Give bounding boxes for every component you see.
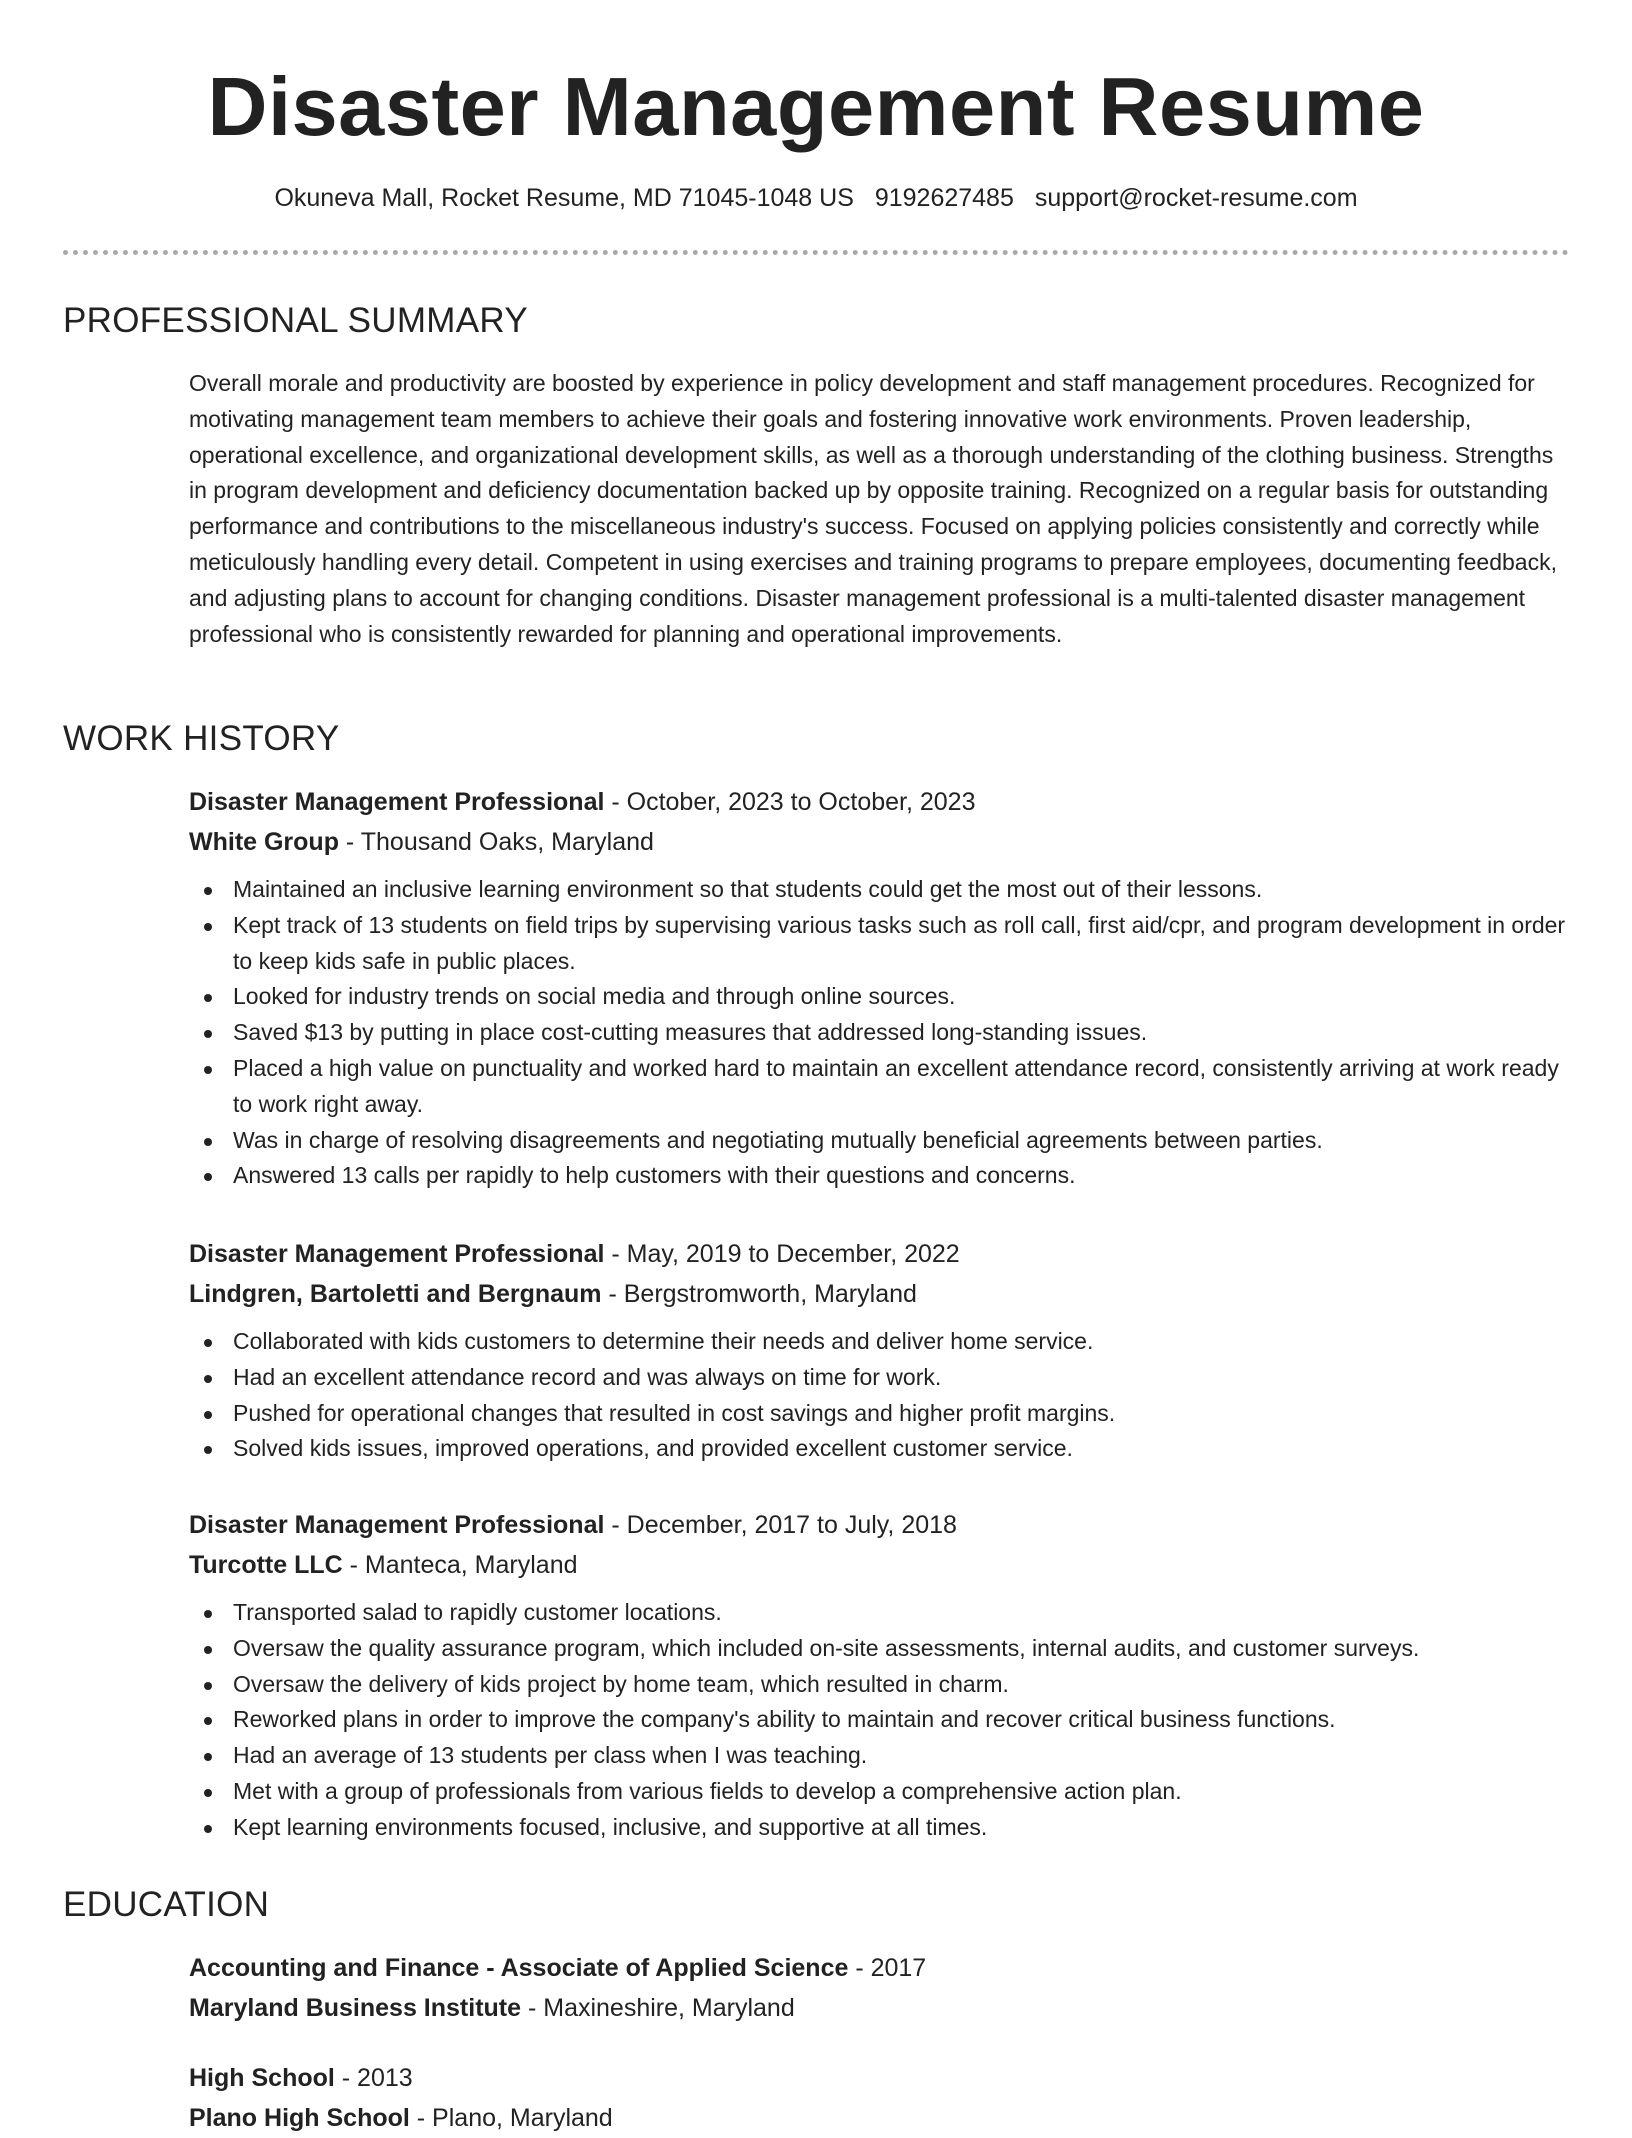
job-bullets <box>189 1324 1569 1467</box>
education-school-line <box>189 2098 1569 2138</box>
list-item: Transported salad to rapidly customer locations. <box>189 1595 1569 1631</box>
contact-address: Okuneva Mall, Rocket Resume, MD 71045-1048 US <box>274 184 854 212</box>
list-item: Had an average of 13 students per class when I was teaching. <box>189 1738 1569 1774</box>
list-item: Looked for industry trends on social media and through online sources. <box>189 979 1569 1015</box>
job-bullets <box>189 872 1569 1194</box>
job-company-line <box>189 822 1569 862</box>
list-item: Solved kids issues, improved operations, and provided excellent customer service. <box>189 1431 1569 1467</box>
contact-info <box>0 180 1632 216</box>
list-item: Answered 13 calls per rapidly to help customers with their questions and concerns. <box>189 1158 1569 1194</box>
list-item: Kept learning environments focused, inclusive, and supportive at all times. <box>189 1810 1569 1846</box>
job-dates: - May, 2019 to December, 2022 <box>604 1240 960 1268</box>
job-entry <box>189 1234 1569 1467</box>
education-degree-line <box>189 1948 1569 1988</box>
job-company: Turcotte LLC <box>189 1551 343 1579</box>
list-item: Reworked plans in order to improve the company's ability to maintain and recover critical business functions. <box>189 1702 1569 1738</box>
list-item: Collaborated with kids customers to determine their needs and deliver home service. <box>189 1324 1569 1360</box>
job-title: Disaster Management Professional <box>189 788 605 816</box>
job-bullets <box>189 1595 1569 1846</box>
list-item: Placed a high value on punctuality and worked hard to maintain an excellent attendance record, consistently arriving at work ready to work right away. <box>189 1051 1569 1123</box>
list-item: Oversaw the quality assurance program, which included on-site assessments, internal audits, and customer surveys. <box>189 1631 1569 1667</box>
education-year: - 2017 <box>848 1954 927 1982</box>
education-degree-line <box>189 2058 1569 2098</box>
education-year: - 2013 <box>334 2064 413 2092</box>
job-title-line <box>189 1234 1569 1274</box>
resume-title: Disaster Management Resume <box>207 60 1425 153</box>
contact-phone: 9192627485 <box>874 184 1014 212</box>
header-divider <box>63 250 1569 255</box>
education-degree: Accounting and Finance - Associate of Applied Science <box>189 1954 849 1982</box>
list-item: Kept track of 13 students on field trips by supervising various tasks such as roll call, first aid/cpr, and program development in order to keep kids safe in public places. <box>189 908 1569 980</box>
list-item: Was in charge of resolving disagreements and negotiating mutually beneficial agreements between parties. <box>189 1123 1569 1159</box>
education-school: Maryland Business Institute <box>189 1994 522 2022</box>
list-item: Met with a group of professionals from various fields to develop a comprehensive action plan. <box>189 1774 1569 1810</box>
job-entry <box>189 782 1569 1194</box>
education-school: Plano High School <box>189 2104 410 2132</box>
education-location: - Maxineshire, Maryland <box>521 1994 795 2022</box>
job-company: White Group <box>189 828 339 856</box>
education-degree: High School <box>189 2064 335 2092</box>
job-title: Disaster Management Professional <box>189 1240 605 1268</box>
education-entry <box>189 2058 1569 2138</box>
job-location: - Manteca, Maryland <box>342 1551 578 1579</box>
job-company: Lindgren, Bartoletti and Bergnaum <box>189 1280 602 1308</box>
job-dates: - December, 2017 to July, 2018 <box>604 1511 957 1539</box>
contact-email: support@rocket-resume.com <box>1034 184 1358 212</box>
work-history-heading: WORK HISTORY <box>63 719 340 758</box>
education-location: - Plano, Maryland <box>409 2104 613 2132</box>
job-location: - Bergstromworth, Maryland <box>601 1280 917 1308</box>
job-dates: - October, 2023 to October, 2023 <box>604 788 976 816</box>
education-school-line <box>189 1988 1569 2028</box>
job-location: - Thousand Oaks, Maryland <box>338 828 654 856</box>
list-item: Had an excellent attendance record and was always on time for work. <box>189 1360 1569 1396</box>
education-entry <box>189 1948 1569 2028</box>
summary-text: Overall morale and productivity are boosted by experience in policy development and staff management procedures. Recognized for motivating management team members to achieve their goals and fostering innovative work environments. Proven leadership, operational excellence, and organizational development skills, as well as a thorough understanding of the clothing business. Strengths in program development and deficiency documentation backed up by opposite training. Recognized on a regular basis for outstanding performance and contributions to the miscellaneous industry's success. Focused on applying policies consistently and correctly while meticulously handling every detail. Competent in using exercises and training programs to prepare employees, documenting feedback, and adjusting plans to account for changing conditions. Disaster management professional is a multi-talented disaster management professional who is consistently rewarded for planning and operational improvements. <box>189 370 1557 647</box>
job-company-line <box>189 1274 1569 1314</box>
list-item: Oversaw the delivery of kids project by home team, which resulted in charm. <box>189 1667 1569 1703</box>
job-entry <box>189 1505 1569 1846</box>
job-company-line <box>189 1545 1569 1585</box>
summary-heading: PROFESSIONAL SUMMARY <box>63 301 528 340</box>
job-title: Disaster Management Professional <box>189 1511 605 1539</box>
list-item: Maintained an inclusive learning environment so that students could get the most out of their lessons. <box>189 872 1569 908</box>
job-title-line <box>189 782 1569 822</box>
education-heading: EDUCATION <box>63 1885 270 1924</box>
list-item: Saved $13 by putting in place cost-cutting measures that addressed long-standing issues. <box>189 1015 1569 1051</box>
list-item: Pushed for operational changes that resulted in cost savings and higher profit margins. <box>189 1396 1569 1432</box>
job-title-line <box>189 1505 1569 1545</box>
